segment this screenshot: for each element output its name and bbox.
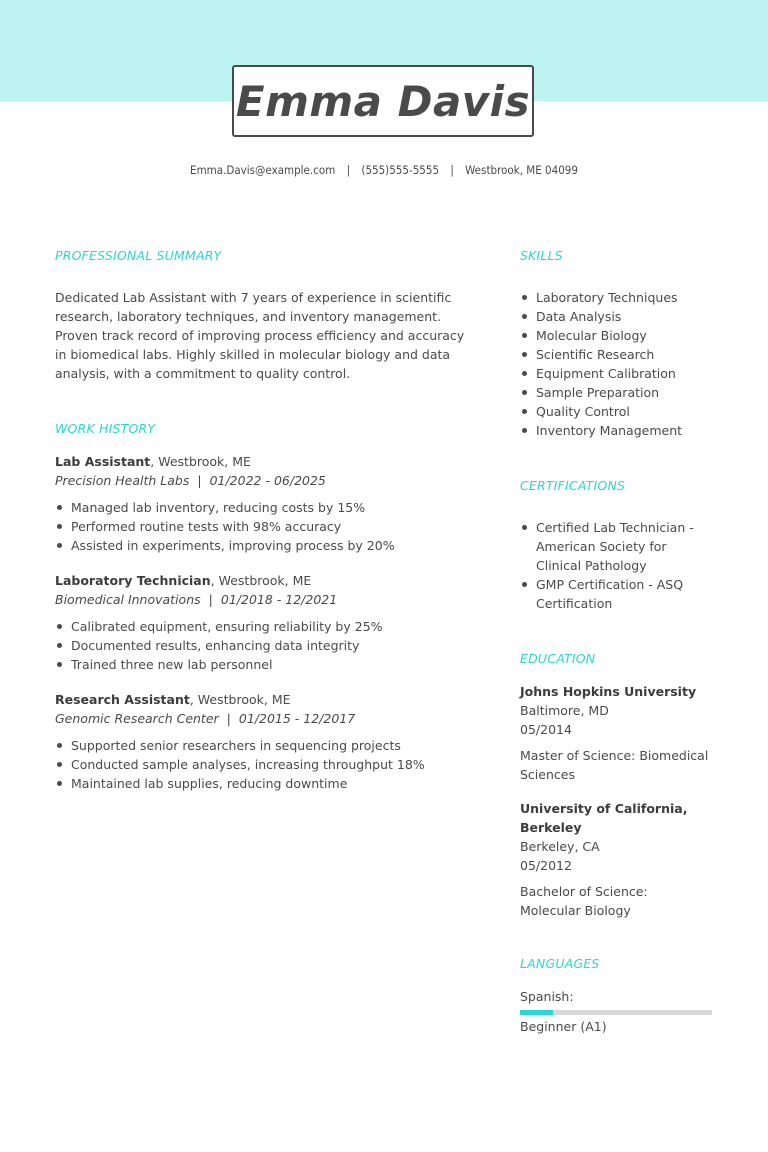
education-school: University of California, Berkeley [520,801,688,835]
job-location: , Westbrook, ME [150,454,251,469]
job-company: Biomedical Innovations [55,592,201,607]
skills-list [520,288,712,440]
language-proficiency-fill [520,1010,553,1015]
education-date: 05/2012 [520,858,572,873]
certification-item: Certified Lab Technician - American Society for Clinical Pathology [520,518,712,575]
job-bullets [55,736,475,793]
language-name: Spanish: [520,989,574,1004]
education-degree: Master of Science: Biomedical Sciences [520,748,709,782]
job-bullet: Performed routine tests with 98% accuracy [55,517,475,536]
job-bullet: Documented results, enhancing data integrity [55,636,475,655]
job-subheader [55,709,475,728]
job-entry [55,571,475,674]
job-role: Research Assistant [55,692,190,707]
job-dates: 01/2022 - 06/2025 [209,473,326,488]
skill-item: Equipment Calibration [520,364,712,383]
job-bullet: Supported senior researchers in sequencing projects [55,736,475,755]
job-bullet: Assisted in experiments, improving process by 20% [55,536,475,555]
job-company: Genomic Research Center [55,711,219,726]
education-title: EDUCATION [520,651,596,666]
job-subheader [55,471,475,490]
job-role: Lab Assistant [55,454,151,469]
job-entry [55,452,475,555]
right-column [520,248,712,1036]
education-date: 05/2014 [520,722,572,737]
summary-text: Dedicated Lab Assistant with 7 years of experience in scientific research, laboratory techniques, and inventory management. Proven track record of improving process efficiency and accuracy in biomedical labs. Highly skilled in molecular biology and data analysis, with a commitment to quality control. [55,290,465,381]
skill-item: Laboratory Techniques [520,288,712,307]
skill-item: Data Analysis [520,307,712,326]
job-location: , Westbrook, ME [189,692,291,707]
job-separator: | [208,592,213,607]
certification-item: GMP Certification - ASQ Certification [520,575,712,613]
skill-item: Quality Control [520,402,712,421]
job-bullet: Trained three new lab personnel [55,655,475,674]
job-bullet: Calibrated equipment, ensuring reliability by 25% [55,617,475,636]
skills-title: SKILLS [520,248,563,263]
certifications-list [520,518,712,613]
job-company: Precision Health Labs [55,473,190,488]
summary-title: PROFESSIONAL SUMMARY [55,248,222,263]
contact-separator: | [450,163,454,177]
skill-item: Sample Preparation [520,383,712,402]
education-place: Berkeley, CA [520,839,600,854]
job-header [55,571,475,590]
work-history-title: WORK HISTORY [55,421,156,436]
language-proficiency-bar [520,1010,712,1015]
job-separator: | [197,473,202,488]
education-school: Johns Hopkins University [520,684,697,699]
education-entry [520,799,712,920]
contact-phone[interactable]: (555)555-5555 [361,163,440,177]
certifications-title: CERTIFICATIONS [520,478,626,493]
job-bullet: Managed lab inventory, reducing costs by 15% [55,498,475,517]
contact-email[interactable]: Emma.Davis@example.com [190,163,336,177]
contact-line [0,163,768,177]
contact-location: Westbrook, ME 04099 [465,163,578,177]
skill-item: Molecular Biology [520,326,712,345]
skill-item: Inventory Management [520,421,712,440]
job-separator: | [226,711,231,726]
skill-item: Scientific Research [520,345,712,364]
education-degree: Bachelor of Science: Molecular Biology [520,884,648,918]
job-subheader [55,590,475,609]
job-bullet: Conducted sample analyses, increasing throughput 18% [55,755,475,774]
job-dates: 01/2018 - 12/2021 [220,592,338,607]
job-role: Laboratory Technician [55,573,211,588]
name-box [232,65,534,137]
job-header [55,452,475,471]
education-entry [520,682,712,784]
job-entry [55,690,475,793]
left-column [55,248,475,793]
languages-title: LANGUAGES [520,956,600,971]
contact-separator: | [346,163,351,177]
job-bullets [55,498,475,555]
education-place: Baltimore, MD [520,703,609,718]
language-entry [520,987,712,1036]
job-dates: 01/2015 - 12/2017 [238,711,356,726]
candidate-name: Emma Davis [235,76,531,126]
job-location: , Westbrook, ME [210,573,312,588]
language-level: Beginner (A1) [520,1019,607,1034]
job-bullets [55,617,475,674]
job-header [55,690,475,709]
job-bullet: Maintained lab supplies, reducing downtime [55,774,475,793]
